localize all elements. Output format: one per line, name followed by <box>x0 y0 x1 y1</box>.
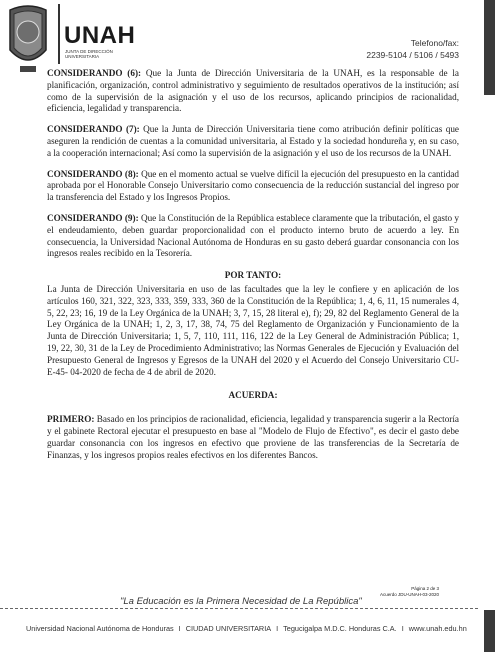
por-tanto-text: La Junta de Dirección Universitaria en uso de las facultades que la ley le confiere y en aplicación de los artículos 160, 321, 322, 323, 333, 359, 333, 360 de la Constitución de la República; 1, 4, 6, 11, 15 numerales 4, 5, 22, 23; 16, 19 de la Ley Orgánica de la UNAH; 3, 7, 15, 28 literal e), f); 29, 82 del Reglamento General de la Ley Orgánica de la UNAH; 1, 2, 3, 17, 38, 74, 75 del Reglamento de Organización y Funcionamiento de la Junta de Dirección Universitaria; 1, 5, 7, 110, 111, 116, 122 de la Ley General de Administración Pública; 1, 19, 22, 30, 31 de la Ley de Procedimiento Administrativo; las Normas Generales de Ejecución y Evaluación del Presupuesto General de Ingresos y Egresos de la UNAH del 2020 y el Acuerdo del Consejo Universitario CU-E-45- 04-2020 de fecha de 4 de abril de 2020. <box>47 283 459 377</box>
para-text: Que la Constitución de la República establece claramente que la tributación, el gasto y el endeudamiento, deben guardar proporcionalidad con el producto interno bruto de acuerdo a ley. En consecuencia, la Universidad Nacional Autónoma de Honduras en su gasto deberá guardar consonancia con los ingresos reales recibido en la Tesorería. <box>47 212 460 259</box>
phone-label: Telefono/fax: <box>410 38 459 48</box>
footer-divider <box>0 608 478 609</box>
footer <box>26 624 467 633</box>
para-text: Que la Junta de Dirección Universitaria de la UNAH, es la responsable de la planificación, organización, control administrativo y seguimiento de resultados operativos de la institución; así como de la supervisión de la asignación y el uso de los recursos, aplicando principios de racionalidad, eficiencia, legalidad y transparencia. <box>47 68 460 114</box>
footer-separator: I <box>276 624 279 633</box>
para-lead: CONSIDERANDO (7): <box>47 124 140 135</box>
phone-numbers: 2239-5104 / 5106 / 5493 <box>366 50 459 60</box>
considerando-7 <box>47 124 459 159</box>
considerando-6 <box>47 68 459 115</box>
para-lead: CONSIDERANDO (9): <box>47 212 139 223</box>
considerando-8 <box>47 169 459 204</box>
considerando-9 <box>47 213 459 260</box>
para-lead: PRIMERO: <box>47 414 95 425</box>
footer-website: www.unah.edu.hn <box>408 624 467 633</box>
footer-campus: CIUDAD UNIVERSITARIA <box>185 624 272 633</box>
footer-separator: I <box>401 624 404 633</box>
document-body <box>47 68 459 470</box>
right-edge-bar-bottom <box>484 610 495 652</box>
page-number: Página 2 de 3 <box>411 586 439 591</box>
por-tanto-heading: POR TANTO: <box>224 270 282 281</box>
footer-separator: I <box>178 624 181 633</box>
para-text: Basado en los principios de racionalidad, eficiencia, legalidad y transparencia sugerir a la Rectoría y el gabinete Rectoral ejecutar el presupuesto en base al "Modelo de Flujo de Efectivo", es decir el gasto debe guardar consonancia con los ingresos en efectivo que proviene de las transferencias de la Secretaría de Finanzas, y los ingresos propios reales efectivos en los diferentes Bancos. <box>47 414 459 460</box>
phone-block <box>366 37 459 61</box>
para-text: Que en el momento actual se vuelve difícil la ejecución del presupuesto en la cantidad aprobada por el Honorable Consejo Universitario como consecuencia de la reducción sustancial del ingreso por la transferencia del Estado y los Ingresos Propios. <box>47 168 459 203</box>
motto: "La Educación es la Primera Necesidad de La República" <box>120 596 362 607</box>
footer-university: Universidad Nacional Autónoma de Honduras <box>26 624 174 633</box>
para-text: Que la Junta de Dirección Universitaria tiene como atribución definir políticas que aseguren la rendición de cuentas a la comunidad universitaria, al Estado y la sociedad hondureña y, en su caso, a la cooperación internacional; Así como la supervisión de la asignación y el uso de los recursos de la UNAH. <box>47 124 459 158</box>
right-edge-bar <box>484 0 495 95</box>
para-lead: CONSIDERANDO (6): <box>47 68 142 78</box>
agreement-ref: Acuerdo JDU-UNAH-03-2020 <box>379 591 439 597</box>
page-info <box>380 586 439 597</box>
logo-subtitle: JUNTA DE DIRECCIÓN UNIVERSITARIA <box>65 49 113 59</box>
acuerda-heading: ACUERDA: <box>228 390 278 401</box>
primero-paragraph <box>47 414 459 461</box>
header-divider <box>58 4 60 64</box>
university-seal-icon <box>6 4 50 74</box>
footer-city: Tegucigalpa M.D.C. Honduras C.A. <box>283 624 397 633</box>
logo-text: UNAH <box>64 22 136 49</box>
para-lead: CONSIDERANDO (8): <box>47 168 139 179</box>
